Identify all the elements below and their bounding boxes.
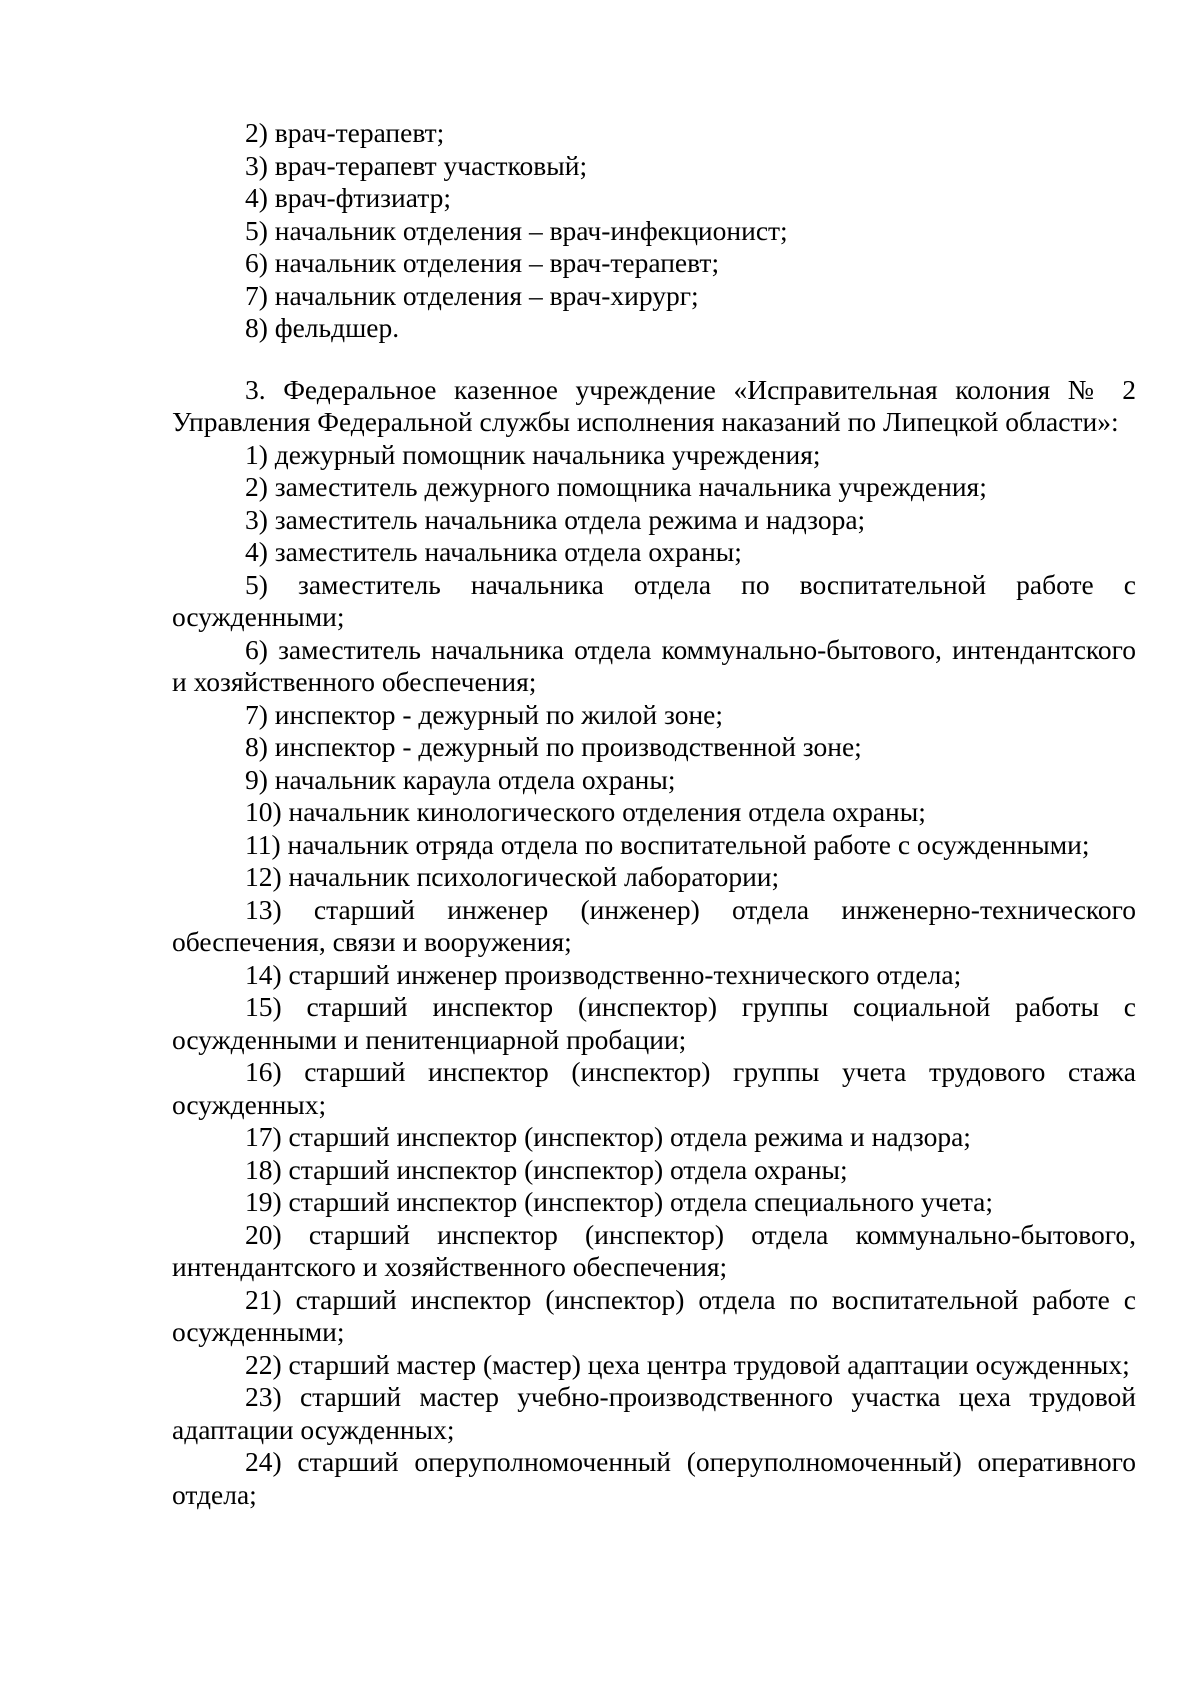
list-item: 18) старший инспектор (инспектор) отдела охраны; bbox=[245, 1153, 848, 1185]
list-item: 2) врач-терапевт; bbox=[245, 117, 445, 148]
list-item: 8) фельдшер. bbox=[245, 312, 400, 343]
section-heading: 3. Федеральное казенное учреждение «Исправительная колония № 2 Управления Федеральной службы исполнения наказаний по Липецкой области»: bbox=[172, 373, 1136, 437]
list-item: 6) начальник отделения – врач-терапевт; bbox=[245, 247, 720, 278]
list-item: 20) старший инспектор (инспектор) отдела коммунально-бытового, интендантского и хозяйственного обеспечения; bbox=[172, 1218, 1136, 1282]
list-item: 11) начальник отряда отдела по воспитательной работе с осужденными; bbox=[245, 828, 1090, 860]
list-item: 1) дежурный помощник начальника учреждения; bbox=[245, 438, 821, 470]
list-item: 15) старший инспектор (инспектор) группы социальной работы с осужденными и пенитенциарной пробации; bbox=[172, 991, 1136, 1055]
list-item: 14) старший инженер производственно-технического отдела; bbox=[245, 958, 962, 990]
list-item: 2) заместитель дежурного помощника начальника учреждения; bbox=[245, 471, 987, 502]
list-item: 8) инспектор - дежурный по производственной зоне; bbox=[245, 731, 862, 762]
list-item: 17) старший инспектор (инспектор) отдела режима и надзора; bbox=[245, 1121, 971, 1152]
list-item: 12) начальник психологической лаборатории; bbox=[245, 861, 780, 892]
list-item: 5) заместитель начальника отдела по воспитательной работе с осужденными; bbox=[172, 568, 1136, 632]
document-page bbox=[172, 117, 1136, 1511]
list-item: 10) начальник кинологического отделения отдела охраны; bbox=[245, 796, 926, 827]
list-item: 13) старший инженер (инженер) отдела инженерно-технического обеспечения, связи и вооружения; bbox=[172, 893, 1136, 957]
list-item: 16) старший инспектор (инспектор) группы учета трудового стажа осужденных; bbox=[172, 1056, 1136, 1120]
list-item: 21) старший инспектор (инспектор) отдела по воспитательной работе с осужденными; bbox=[172, 1283, 1136, 1347]
list-item: 7) инспектор - дежурный по жилой зоне; bbox=[245, 698, 724, 730]
list-item: 24) старший оперуполномоченный (оперуполномоченный) оперативного отдела; bbox=[172, 1446, 1136, 1510]
list-item: 23) старший мастер учебно-производственного участка цеха трудовой адаптации осужденных; bbox=[172, 1381, 1136, 1445]
list-item: 3) заместитель начальника отдела режима и надзора; bbox=[245, 503, 866, 535]
list-item: 4) заместитель начальника отдела охраны; bbox=[245, 536, 742, 567]
list-item: 3) врач-терапевт участковый; bbox=[245, 149, 588, 181]
list-item: 22) старший мастер (мастер) цеха центра трудовой адаптации осужденных; bbox=[245, 1348, 1130, 1380]
list-item: 6) заместитель начальника отдела коммунально-бытового, интендантского и хозяйственного обеспечения; bbox=[172, 633, 1136, 697]
list-item: 9) начальник караула отдела охраны; bbox=[245, 763, 676, 795]
list-item: 4) врач-фтизиатр; bbox=[245, 182, 451, 213]
list-item: 19) старший инспектор (инспектор) отдела специального учета; bbox=[245, 1186, 994, 1217]
list-item: 7) начальник отделения – врач-хирург; bbox=[245, 279, 699, 311]
top-list bbox=[172, 117, 1136, 345]
section-spacer bbox=[172, 345, 1136, 374]
section-3 bbox=[172, 374, 1136, 1512]
list-item: 5) начальник отделения – врач-инфекционист; bbox=[245, 214, 788, 246]
